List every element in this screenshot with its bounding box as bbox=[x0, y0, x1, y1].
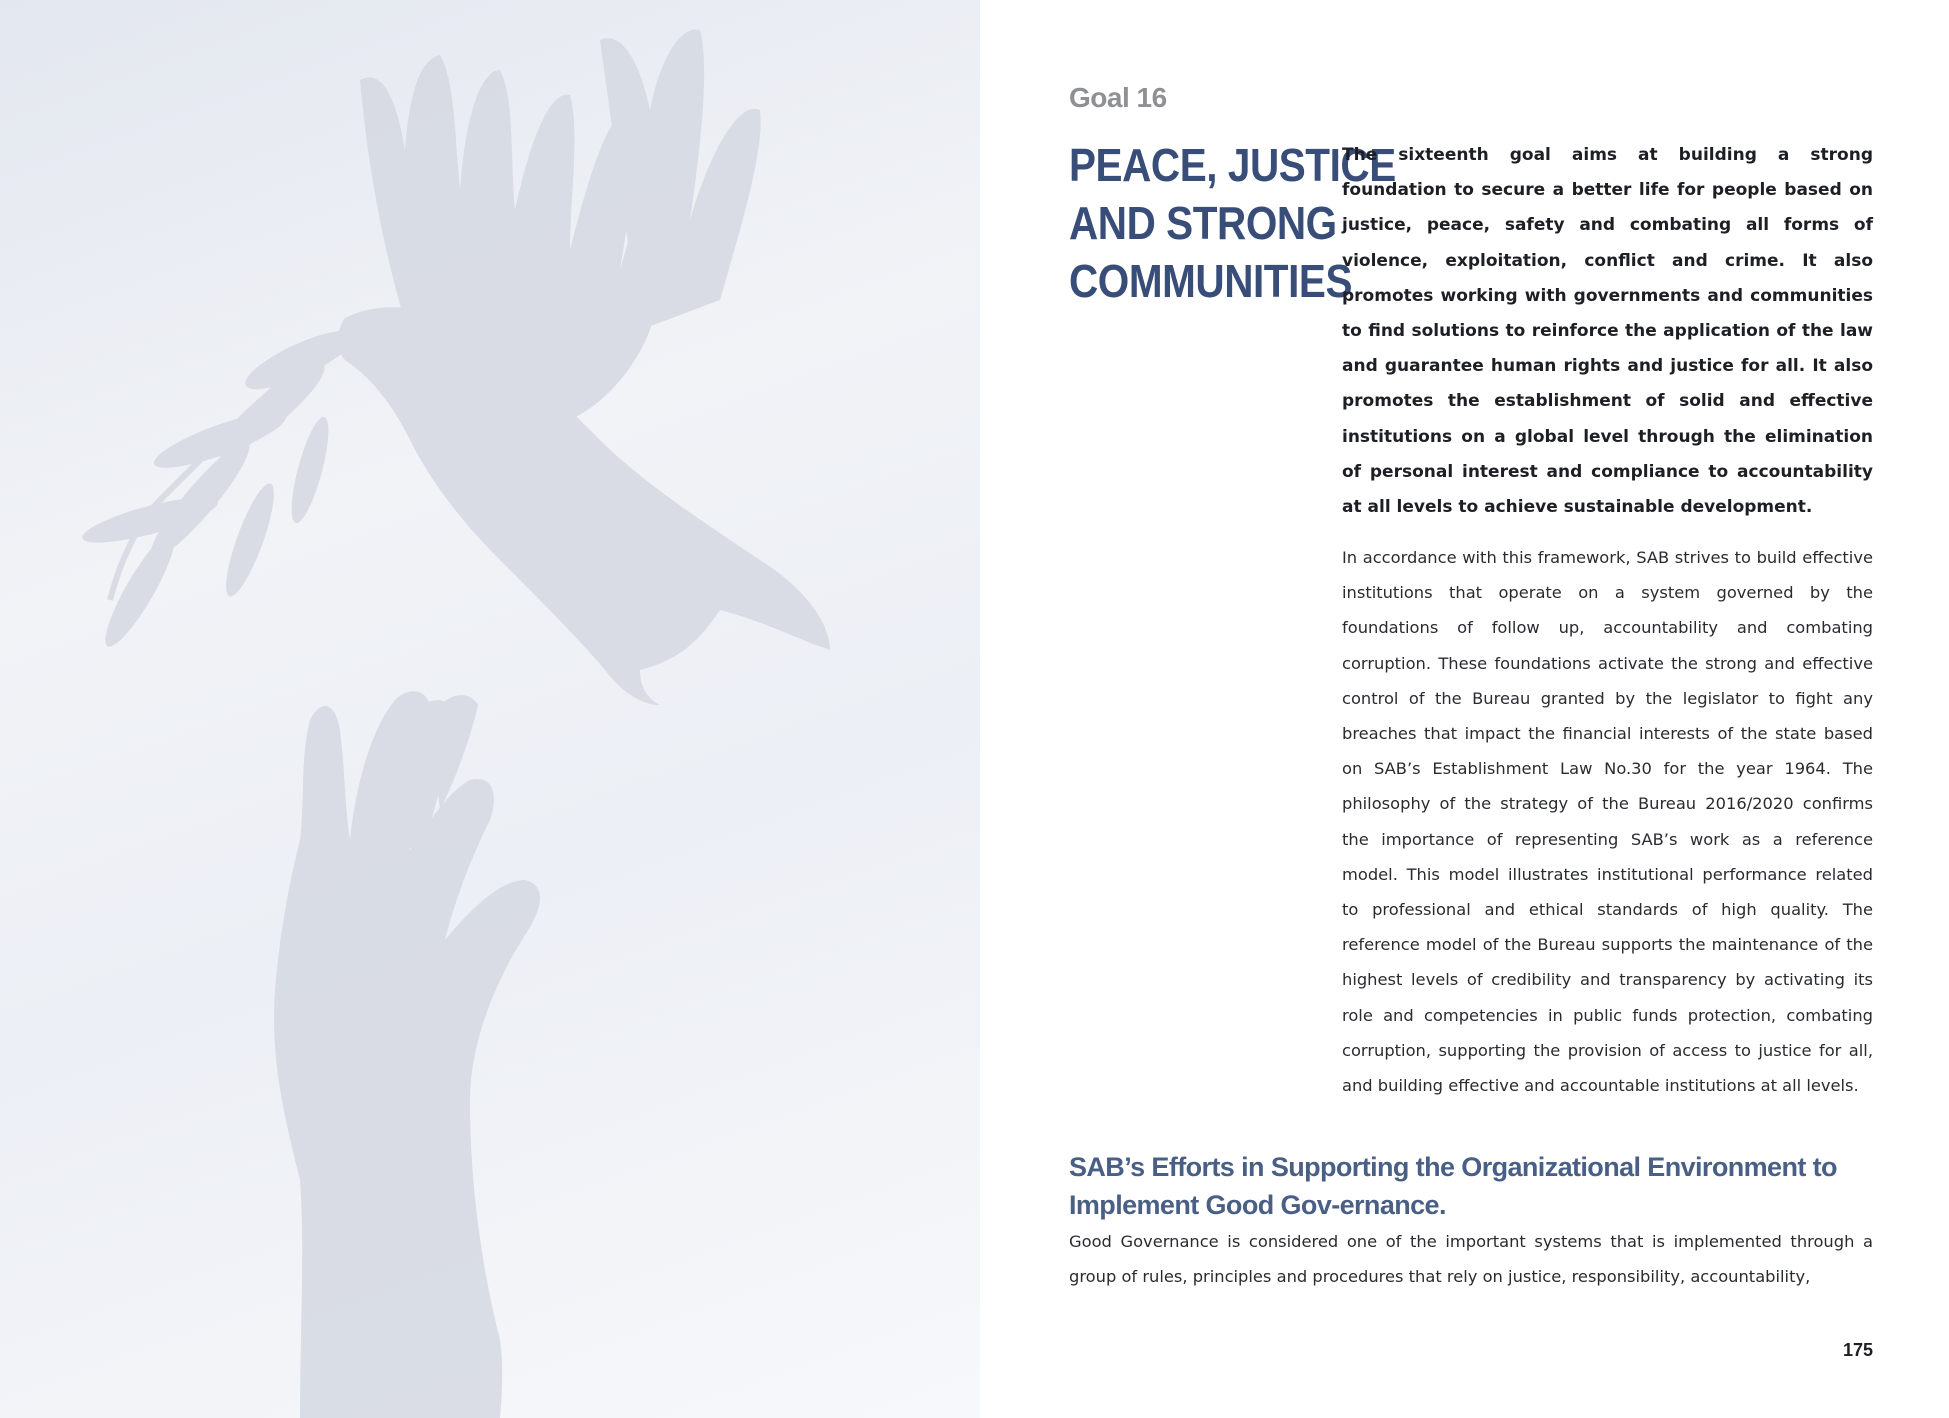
body-paragraph: In accordance with this framework, SAB strives to build effective institutions that operate on a system governed by the foundations of follow up, accountability and combating corruption. These foundations activate the strong and effective control of the Bureau granted by the legislator to fight any breaches that impact the financial interests of the state based on SAB’s Establishment Law No.30 for the year 1964. The philosophy of the strategy of the Bureau 2016/2020 confirms the importance of representing SAB’s work as a reference model. This model illustrates institutional performance related to professional and ethical standards of high quality. The reference model of the Bureau supports the maintenance of the highest levels of credibility and transparency by activating its role and competencies in public funds protection, combating corruption, supporting the provision of access to justice for all, and building effective and accountable institutions at all levels. bbox=[1342, 548, 1873, 1096]
text-page bbox=[980, 0, 1949, 1418]
goal-label: Goal 16 bbox=[1069, 82, 1167, 113]
intro-paragraph: The sixteenth goal aims at building a strong foundation to secure a better life for people based on justice, peace, safety and combating all forms of violence, exploitation, conflict and crime. It also promotes working with governments and communities to find solutions to reinforce the application of the law and guarantee human rights and justice for all. It also promotes the establishment of solid and effective institutions on a global level through the elimination of personal interest and compliance to accountability at all levels to achieve sustainable development. bbox=[1342, 145, 1873, 518]
goal-title bbox=[1069, 136, 1396, 310]
goal-title-line: AND STRONG bbox=[1069, 197, 1337, 249]
goal-title-line: PEACE, JUSTICE bbox=[1069, 139, 1396, 191]
goal-title-line: COMMUNITIES bbox=[1069, 255, 1353, 307]
page-number: 175 bbox=[1842, 1340, 1873, 1360]
section-heading: SAB’s Efforts in Supporting the Organizational Environment to Implement Good Gov-ernance. bbox=[1069, 1152, 1837, 1220]
section-paragraph: Good Governance is considered one of the important systems that is implemented through a group of rules, principles and procedures that rely on justice, responsibility, accountability, bbox=[1069, 1232, 1873, 1286]
